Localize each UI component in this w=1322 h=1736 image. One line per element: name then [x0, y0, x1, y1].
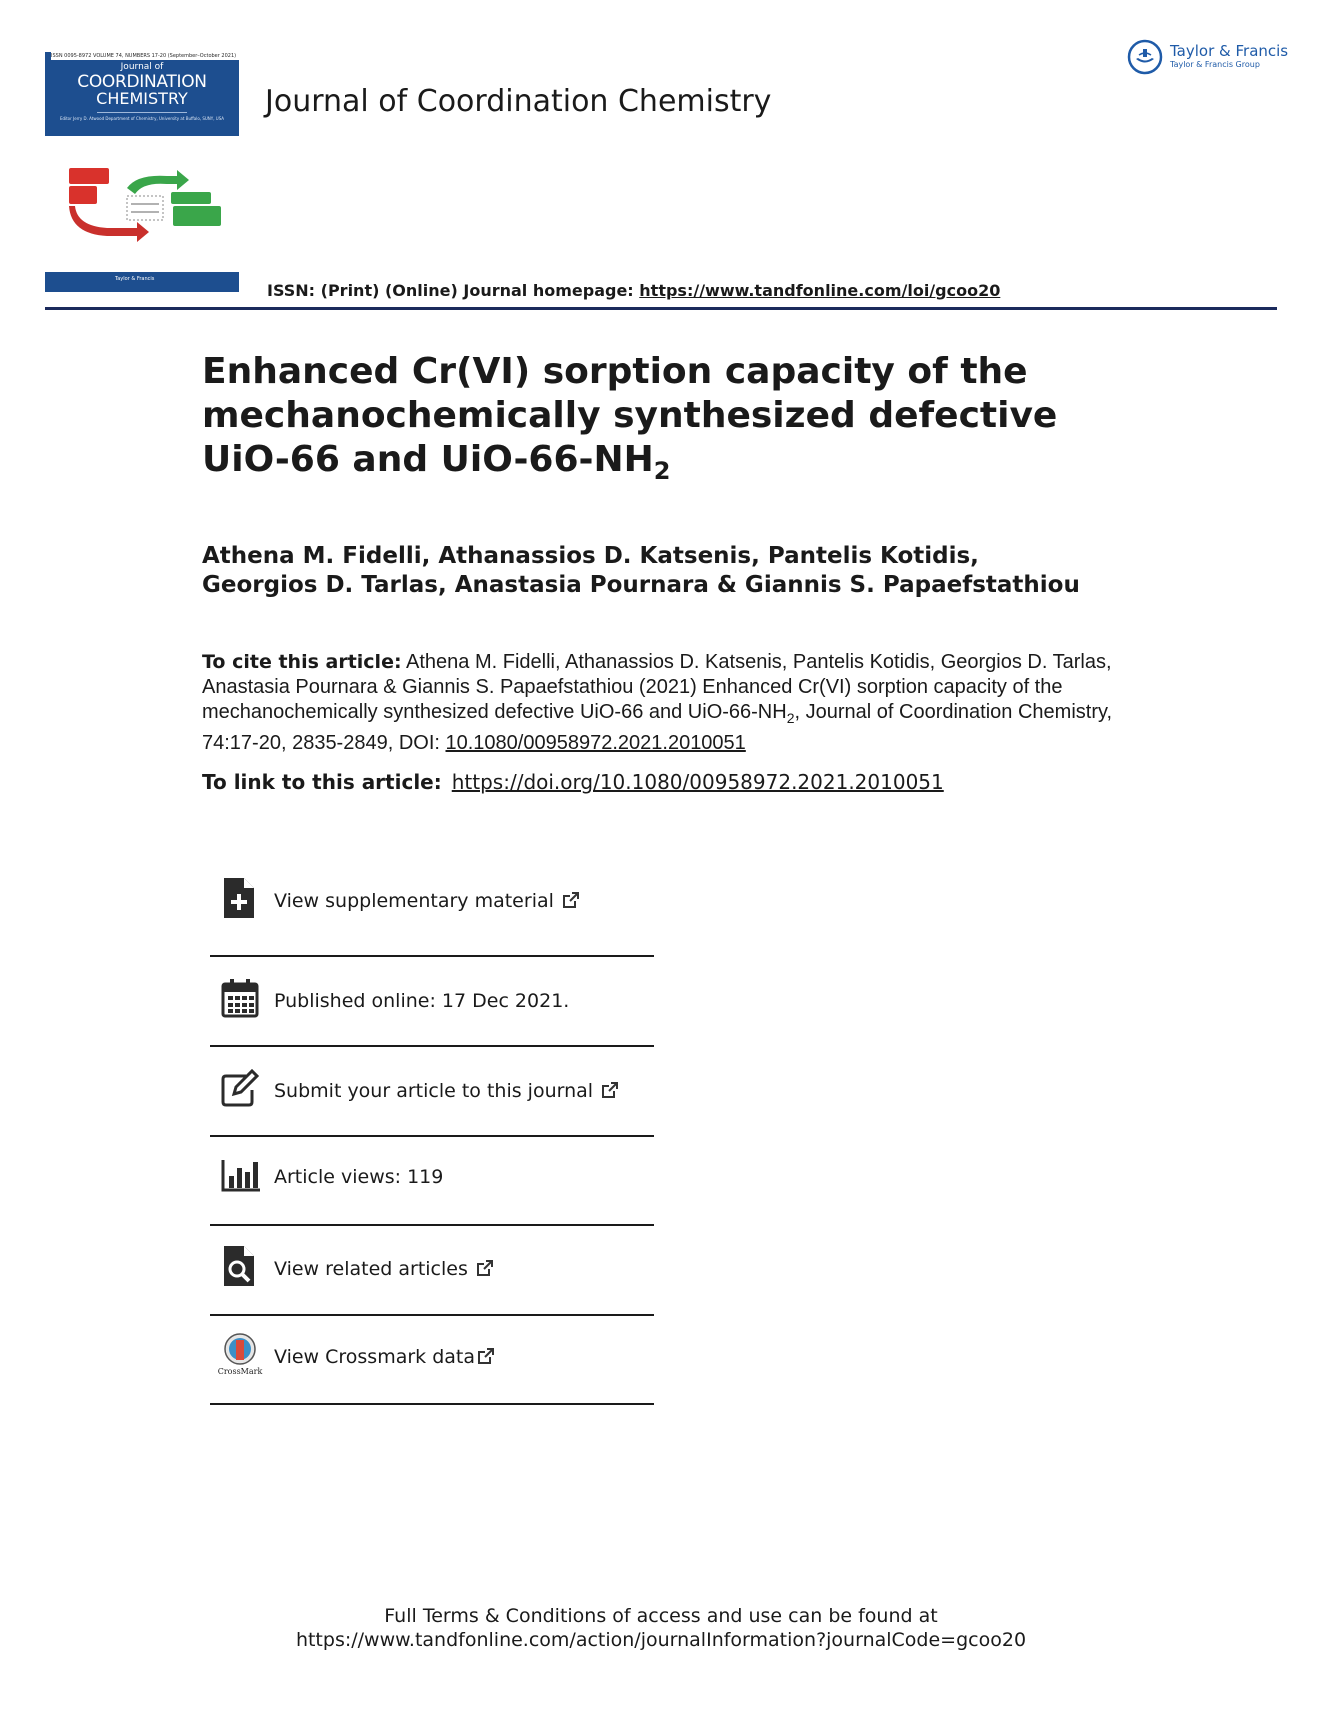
crossmark-caption: CrossMark	[217, 1367, 263, 1376]
cover-journal-line2: CHEMISTRY	[96, 89, 188, 108]
action-divider	[210, 955, 654, 957]
crossmark-label: View Crossmark data	[274, 1346, 476, 1368]
related-articles-link[interactable]	[210, 1238, 654, 1298]
action-label	[274, 1080, 619, 1102]
submit-label: Submit your article to this journal	[274, 1080, 594, 1102]
journal-title: Journal of Coordination Chemistry	[265, 84, 772, 119]
external-link-icon	[601, 1081, 619, 1099]
edit-icon	[220, 1066, 260, 1110]
publisher-brand: Taylor & Francis	[1170, 42, 1289, 60]
journal-cover-thumbnail	[45, 52, 239, 292]
article-link-line	[202, 770, 944, 794]
submit-article-link[interactable]	[210, 1060, 654, 1120]
article-doi-url[interactable]: https://doi.org/10.1080/00958972.2021.2010051	[451, 770, 944, 794]
file-plus-icon	[220, 876, 260, 920]
action-divider	[210, 1314, 654, 1316]
terms-url[interactable]: https://www.tandfonline.com/action/journalInformation?journalCode=gcoo20	[295, 1629, 1027, 1651]
cover-meta: ISSN 0095-8972 VOLUME 74, NUMBERS 17-20 (September–October 2021)	[51, 52, 241, 60]
bar-chart-icon	[220, 1152, 260, 1196]
cover-editor: Editor Jerry D. Atwood Department of Chemistry, University at Buffalo, SUNY, USA	[59, 116, 225, 121]
article-title	[202, 350, 1142, 493]
action-label	[274, 1258, 494, 1280]
journal-homepage-link[interactable]: https://www.tandfonline.com/loi/gcoo20	[639, 281, 1001, 300]
external-link-icon	[476, 1259, 494, 1277]
related-label: View related articles	[274, 1258, 468, 1280]
cover-divider	[97, 112, 187, 113]
article-title-text: Enhanced Cr(VI) sorption capacity of the mechanochemically synthesized defective UiO-66 and UiO-66-NH	[202, 351, 1058, 480]
cite-label: To cite this article:	[202, 651, 402, 673]
external-link-icon	[477, 1347, 495, 1365]
article-title-subscript: 2	[653, 457, 671, 486]
link-label: To link to this article:	[202, 770, 442, 794]
terms-line: Full Terms & Conditions of access and use can be found at	[384, 1605, 938, 1627]
action-divider	[210, 1135, 654, 1137]
issn-text: ISSN: (Print) (Online) Journal homepage:	[267, 281, 640, 300]
citation-block	[202, 650, 1132, 756]
crossmark-icon	[217, 1332, 263, 1376]
supplementary-material-link[interactable]	[210, 870, 654, 930]
cover-banner	[45, 52, 239, 136]
supplementary-label: View supplementary material	[274, 890, 554, 912]
calendar-icon	[220, 976, 260, 1020]
doi-link[interactable]: 10.1080/00958972.2021.2010051	[445, 732, 746, 754]
publisher-subbrand: Taylor & Francis Group	[1170, 60, 1260, 69]
published-online-label: Published online: 17 Dec 2021.	[274, 990, 570, 1012]
article-views-info	[210, 1146, 654, 1206]
cover-journal-line1: COORDINATION	[77, 72, 207, 92]
publisher-emblem-icon	[1126, 38, 1164, 76]
published-online-info	[210, 970, 654, 1030]
header-rule	[45, 307, 1277, 310]
cover-footer-brand: Taylor & Francis	[115, 276, 155, 282]
crossmark-link[interactable]	[210, 1326, 654, 1386]
cover-journal-small: Journal of	[120, 62, 164, 72]
action-label	[274, 1346, 495, 1368]
cite-subscript: 2	[786, 710, 795, 726]
action-label	[274, 890, 580, 912]
external-link-icon	[562, 891, 580, 909]
cite-text: Athena M. Fidelli, Athanassios D. Katsenis, Pantelis Kotidis, Georgios D. Tarlas, Anastasia Pournara & Giannis S. Papaefstathiou (2021) Enhanced Cr(VI) sorption capacity of the mechanochemically synthesized defective UiO-66 and UiO-66-NH	[202, 651, 1112, 723]
publisher-logo[interactable]	[1126, 38, 1289, 78]
cite-text-continued: , Journal of Coordination Chemistry, 74:17-20, 2835-2849, DOI:	[202, 701, 1113, 754]
action-divider	[210, 1045, 654, 1047]
issn-line	[267, 281, 1000, 300]
terms-footer	[0, 1604, 1322, 1652]
file-search-icon	[220, 1244, 260, 1288]
action-divider	[210, 1403, 654, 1405]
article-authors: Athena M. Fidelli, Athanassios D. Katsenis, Pantelis Kotidis, Georgios D. Tarlas, Anastasia Pournara & Giannis S. Papaefstathiou	[202, 543, 1080, 598]
cover-footer-bar	[45, 272, 239, 292]
article-views-label: Article views: 119	[274, 1166, 444, 1188]
action-divider	[210, 1224, 654, 1226]
cover-graphical-abstract	[67, 166, 227, 242]
